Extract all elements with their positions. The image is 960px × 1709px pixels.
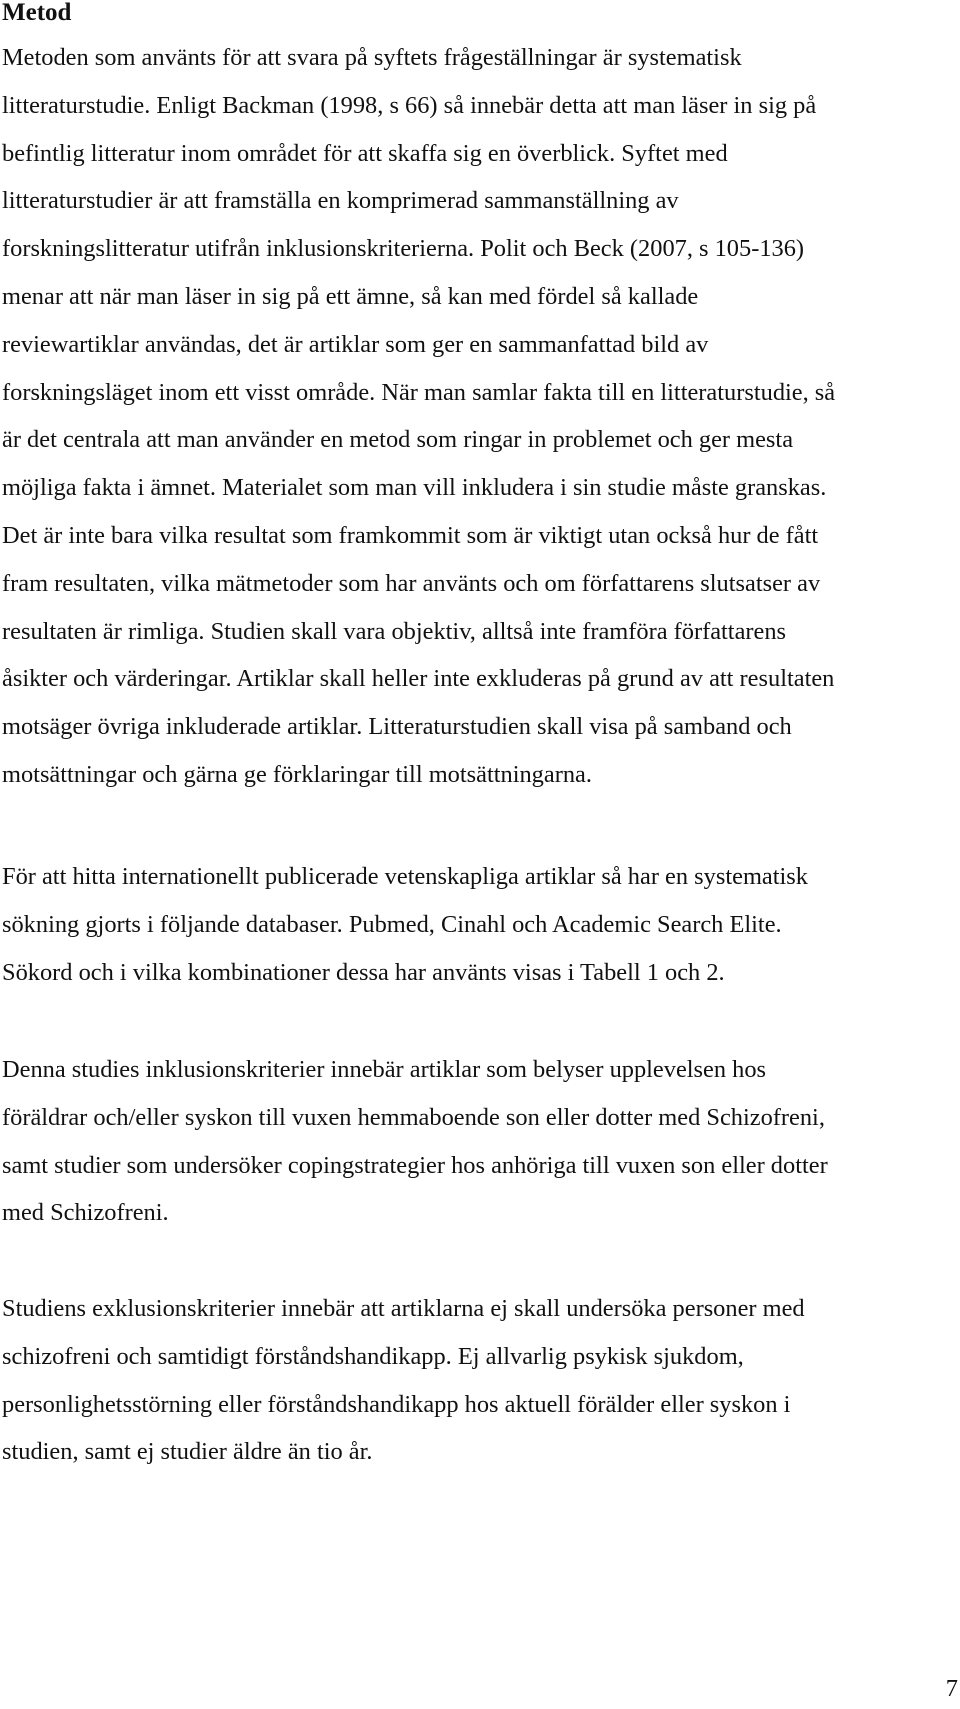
text-line: med Schizofreni. xyxy=(2,1199,169,1227)
text-line: litteraturstudier är att framställa en komprimerad sammanställning av xyxy=(2,187,679,215)
text-line: litteraturstudie. Enligt Backman (1998, s 66) så innebär detta att man läser in sig på xyxy=(2,91,817,119)
text-line: Metoden som använts för att svara på syftets frågeställningar är systematisk xyxy=(2,44,742,71)
text-line: är det centrala att man använder en metod som ringar in problemet och ger mesta xyxy=(2,426,794,454)
text-line: befintlig litteratur inom området för att skaffa sig en överblick. Syftet med xyxy=(2,139,728,167)
text-line: reviewartiklar användas, det är artiklar som ger en sammanfattad bild av xyxy=(2,330,709,358)
text-line: För att hitta internationellt publicerade vetenskapliga artiklar så har en systematisk xyxy=(2,863,808,890)
text-line: personlighetsstörning eller förståndshandikapp hos aktuell förälder eller syskon i xyxy=(2,1390,791,1418)
text-line: schizofreni och samtidigt förståndshandikapp. Ej allvarlig psykisk sjukdom, xyxy=(2,1342,744,1370)
text-line: motsättningar och gärna ge förklaringar till motsättningarna. xyxy=(2,760,592,788)
text-line: Det är inte bara vilka resultat som framkommit som är viktigt utan också hur de fått xyxy=(2,521,819,549)
paragraph-method-description xyxy=(2,34,952,799)
paragraph-inclusion-criteria xyxy=(2,1046,952,1237)
text-line: Denna studies inklusionskriterier innebär artiklar som belyser upplevelsen hos xyxy=(2,1056,767,1083)
text-line: Sökord och i vilka kombinationer dessa har använts visas i Tabell 1 och 2. xyxy=(2,958,725,986)
text-line: menar att när man läser in sig på ett ämne, så kan med fördel så kallade xyxy=(2,282,699,310)
text-line: forskningsläget inom ett visst område. När man samlar fakta till en litteraturstudie, så xyxy=(2,378,836,406)
text-line: möjliga fakta i ämnet. Materialet som man vill inkludera i sin studie måste granskas. xyxy=(2,474,827,502)
text-line: föräldrar och/eller syskon till vuxen hemmaboende son eller dotter med Schizofreni, xyxy=(2,1103,825,1131)
page-number: 7 xyxy=(945,1675,958,1702)
text-line: studien, samt ej studier äldre än tio år. xyxy=(2,1438,373,1466)
text-line: resultaten är rimliga. Studien skall vara objektiv, alltså inte framföra författarens xyxy=(2,617,787,645)
text-line: fram resultaten, vilka mätmetoder som har använts och om författarens slutsatser av xyxy=(2,569,821,597)
text-line: forskningslitteratur utifrån inklusionskriterierna. Polit och Beck (2007, s 105-136) xyxy=(2,235,805,263)
text-line: samt studier som undersöker copingstrategier hos anhöriga till vuxen son eller dotter xyxy=(2,1151,828,1179)
text-line: motsäger övriga inkluderade artiklar. Litteraturstudien skall visa på samband och xyxy=(2,713,792,741)
text-line: åsikter och värderingar. Artiklar skall heller inte exkluderas på grund av att resultaten xyxy=(2,665,835,693)
text-line: Studiens exklusionskriterier innebär att artiklarna ej skall undersöka personer med xyxy=(2,1295,805,1322)
section-heading: Metod xyxy=(2,0,72,26)
paragraph-database-search xyxy=(2,853,952,996)
paragraph-exclusion-criteria xyxy=(2,1285,952,1476)
text-line: sökning gjorts i följande databaser. Pubmed, Cinahl och Academic Search Elite. xyxy=(2,910,782,938)
